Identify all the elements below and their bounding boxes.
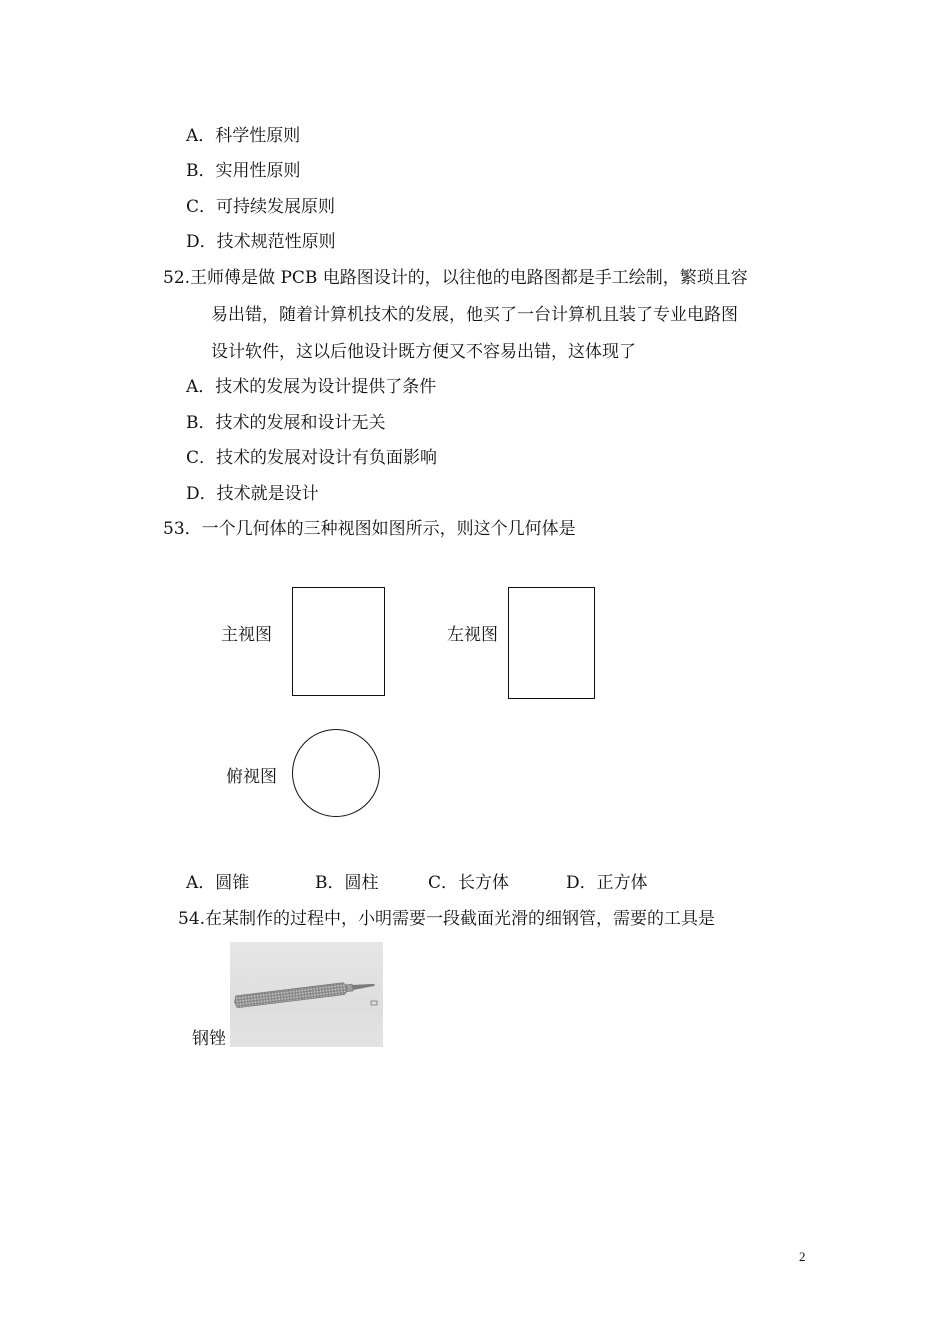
q52-option-a: A．技术的发展为设计提供了条件 <box>186 377 437 397</box>
q52-option-c: C．技术的发展对设计有负面影响 <box>186 448 438 468</box>
q53-option-a: A．圆锥 <box>186 873 250 893</box>
q52-option-b: B．技术的发展和设计无关 <box>186 413 386 433</box>
q52-option-d: D．技术就是设计 <box>186 484 319 504</box>
left-view-rectangle <box>508 587 595 699</box>
q52-stem-line-1: 52.王师傅是做 PCB 电路图设计的，以往他的电路图都是手工绘制，繁琐且容 <box>163 268 748 288</box>
steel-file-icon <box>230 942 383 1047</box>
q54-stem: 54.在某制作的过程中，小明需要一段截面光滑的细钢管，需要的工具是 <box>178 909 716 929</box>
left-view-label: 左视图 <box>447 625 498 645</box>
steel-file-photo <box>230 942 383 1047</box>
q51-option-b: B．实用性原则 <box>186 161 301 181</box>
q52-stem-line-3: 设计软件，这以后他设计既方便又不容易出错，这体现了 <box>211 342 636 362</box>
page-number: 2 <box>799 1249 806 1264</box>
q53-option-b: B．圆柱 <box>315 873 379 893</box>
q51-option-c: C．可持续发展原则 <box>186 197 336 217</box>
q51-option-a: A．科学性原则 <box>186 126 301 146</box>
front-view-rectangle <box>292 587 385 696</box>
q52-stem-line-2: 易出错，随着计算机技术的发展，他买了一台计算机且装了专业电路图 <box>211 305 738 325</box>
q53-option-d: D．正方体 <box>566 873 648 893</box>
top-view-circle <box>292 729 380 817</box>
top-view-label: 俯视图 <box>226 767 277 787</box>
q51-option-d: D．技术规范性原则 <box>186 232 336 252</box>
q53-stem: 53．一个几何体的三种视图如图所示，则这个几何体是 <box>163 519 576 539</box>
q53-option-c: C．长方体 <box>428 873 510 893</box>
tool-label: 钢锉 <box>192 1029 226 1049</box>
front-view-label: 主视图 <box>221 625 272 645</box>
